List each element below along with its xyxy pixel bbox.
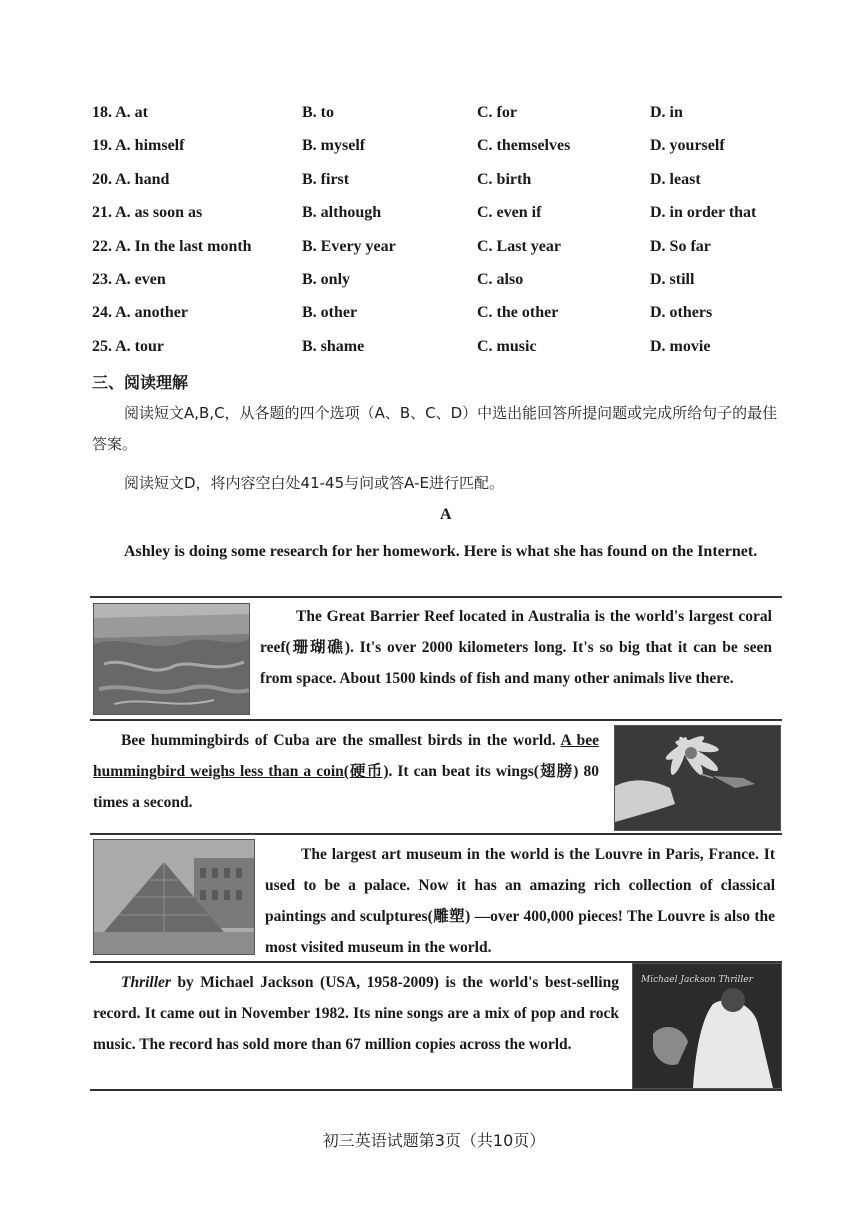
option-a: 22. A. In the last month bbox=[92, 237, 252, 255]
passage-intro: Ashley is doing some research for her homework. Here is what she has found on the Internet. bbox=[124, 543, 758, 560]
louvre-photo-icon bbox=[93, 839, 255, 955]
option-c: C. themselves bbox=[477, 137, 571, 155]
option-b: B. only bbox=[302, 270, 351, 288]
option-c: C. for bbox=[477, 104, 517, 121]
hummingbird-panel bbox=[90, 719, 782, 833]
coral-reef-photo-icon bbox=[93, 603, 250, 715]
instruction-d: 阅读短文D，将内容空白处41-45与问或答A-E进行匹配。 bbox=[124, 474, 504, 492]
thriller-text bbox=[93, 967, 619, 1060]
option-c: C. also bbox=[477, 270, 524, 288]
option-d: D. movie bbox=[650, 337, 711, 355]
thriller-album-icon bbox=[632, 963, 782, 1089]
louvre-panel bbox=[90, 833, 782, 959]
option-d: D. still bbox=[650, 270, 695, 288]
option-a: 25. A. tour bbox=[92, 337, 164, 355]
question-row bbox=[92, 102, 792, 135]
option-d: D. in order that bbox=[650, 204, 757, 222]
album-artist-text: Michael Jackson Thriller bbox=[641, 975, 753, 985]
question-row bbox=[92, 169, 792, 202]
option-a: 23. A. even bbox=[92, 270, 166, 288]
option-c: C. even if bbox=[477, 204, 542, 222]
option-b: B. Every year bbox=[302, 237, 396, 255]
thriller-title: Thriller bbox=[121, 974, 171, 991]
hummingbird-photo-icon bbox=[614, 725, 781, 831]
option-d: D. in bbox=[650, 104, 683, 121]
reef-panel bbox=[90, 596, 782, 718]
question-row bbox=[92, 202, 792, 235]
question-row bbox=[92, 269, 792, 302]
hummingbird-text-start: Bee hummingbirds of Cuba are the smallest birds in the world. bbox=[121, 732, 556, 749]
question-row bbox=[92, 236, 792, 269]
option-c: C. music bbox=[477, 337, 537, 355]
passage-letter: A bbox=[440, 506, 452, 523]
question-row bbox=[92, 302, 792, 335]
thriller-body: by Michael Jackson (USA, 1958-2009) is the world's best-selling record. It came out in November 1982. Its nine songs are a mix of pop and rock music. The record has sold more than 67 million copies across the world. bbox=[93, 974, 619, 1053]
question-row bbox=[92, 336, 792, 369]
option-a: 21. A. as soon as bbox=[92, 204, 203, 222]
option-d: D. least bbox=[650, 170, 701, 188]
option-d: D. So far bbox=[650, 237, 711, 255]
option-b: B. to bbox=[302, 104, 334, 121]
instruction-abc: 阅读短文A,B,C，从各题的四个选项（A、B、C、D）中选出能回答所提问题或完成所给句子的最佳答案。 bbox=[92, 404, 778, 453]
question-row bbox=[92, 135, 792, 168]
hummingbird-text bbox=[93, 725, 599, 818]
option-b: B. although bbox=[302, 204, 382, 222]
option-c: C. birth bbox=[477, 170, 532, 188]
option-d: D. others bbox=[650, 304, 713, 322]
option-b: B. myself bbox=[302, 137, 366, 155]
option-b: B. first bbox=[302, 170, 350, 188]
option-c: C. Last year bbox=[477, 237, 561, 255]
thriller-panel bbox=[90, 961, 782, 1091]
option-a: 18. A. at bbox=[92, 104, 148, 121]
hummingbird-text-end: . It can beat its wings(翅膀) 80 times a second. bbox=[93, 763, 599, 811]
choice-list bbox=[92, 102, 792, 369]
option-b: B. other bbox=[302, 304, 358, 322]
option-d: D. yourself bbox=[650, 137, 725, 155]
louvre-text: The largest art museum in the world is the Louvre in Paris, France. It used to be a palace. Now it has an amazing rich collection of classical paintings and sculptures(雕塑) —over 400,000 pieces! The Louvre is also the most visited museum in the world. bbox=[265, 846, 775, 956]
option-b: B. shame bbox=[302, 337, 365, 355]
hummingbird-underlined-sentence: A bee hummingbird weighs less than a coin(硬币) bbox=[93, 732, 599, 780]
section-title: 三、阅读理解 bbox=[92, 373, 189, 392]
option-a: 24. A. another bbox=[92, 304, 188, 322]
option-a: 20. A. hand bbox=[92, 170, 170, 188]
option-c: C. the other bbox=[477, 304, 559, 322]
reef-text: The Great Barrier Reef located in Australia is the world's largest coral reef(珊瑚礁). It's over 2000 kilometers long. It's so big that it can be seen from space. About 1500 kinds of fish and many other animals live there. bbox=[260, 608, 772, 687]
option-a: 19. A. himself bbox=[92, 137, 185, 155]
page-footer: 初三英语试题第3页（共10页） bbox=[322, 1131, 546, 1150]
